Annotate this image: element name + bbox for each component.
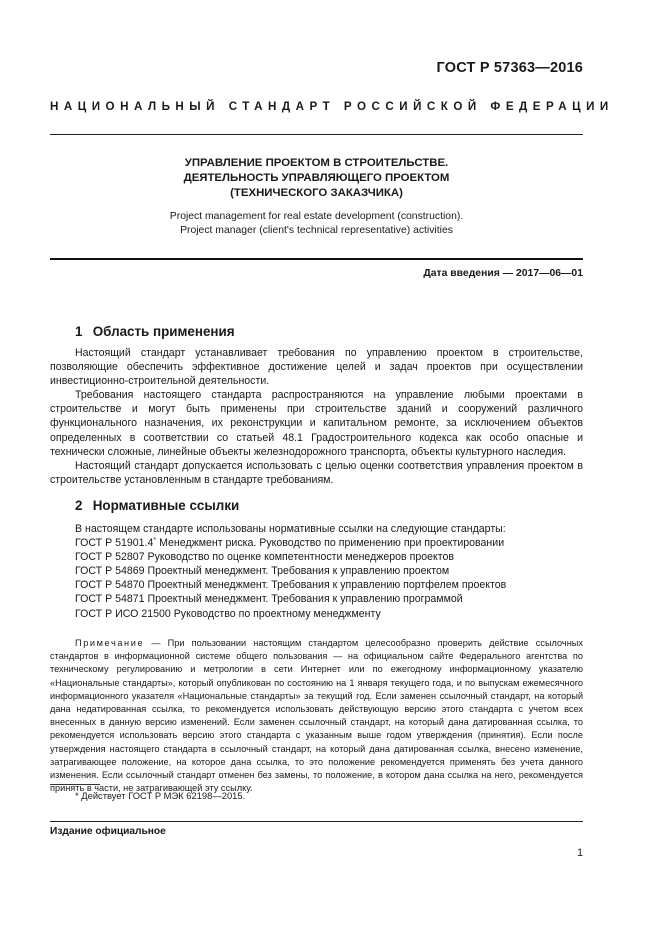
reference-item	[50, 592, 583, 606]
page-number: 1	[577, 847, 583, 859]
section-1-heading	[75, 324, 235, 339]
reference-code: ГОСТ Р 54871	[75, 593, 145, 606]
references-intro: В настоящем стандарте использованы нормативные ссылки на следующие стандарты:	[75, 523, 506, 535]
section-1-body	[50, 346, 583, 487]
title-en-line-1: Project management for real estate development (construction).	[169, 211, 464, 222]
note-text: — При пользовании настоящим стандартом целесообразно проверить действие ссылочных стандартов в информационной системе общего пользования — на официальном сайте Федерального агентства по техническому регулированию и метрологии в сети Интернет или по ежегодному информационному указателю «Национальные стандарты», который опубликован по состоянию на 1 января текущего года, и по выпускам ежемесячного информационного указателя «Национальные стандарты» за текущий год. Если заменен ссылочный стандарт, на который дана недатированная ссылка, то рекомендуется использовать действующую версию этого стандарта с учетом всех внесенных в данную версию изменений. Если заменен ссылочный стандарт, на который дана датированная ссылка, то рекомендуется использовать версию этого стандарта с указанным выше годом утверждения (принятия). Если после утверждения настоящего стандарта в ссылочный стандарт, на который дана датированная ссылка, внесено изменение, затрагивающее положение, на которое дана ссылка, то это положение рекомендуется применять без учета данного изменения. Если ссылочный стандарт отменен без замены, то положение, в котором дана ссылка на него, рекомендуется принять в части, не затрагивающей эту ссылку.	[50, 638, 583, 794]
title-divider	[50, 258, 583, 260]
section-normative-references	[50, 498, 583, 628]
section-1-title: Область применения	[92, 324, 235, 339]
references-note	[50, 637, 583, 795]
footnote-divider	[50, 784, 100, 785]
reference-title: Руководство по оценке компетентности менеджеров проектов	[147, 551, 455, 564]
reference-footnote-mark: *	[153, 537, 157, 545]
reference-title: Проектный менеджмент. Требования к управлению проектом	[147, 565, 450, 578]
reference-code: ГОСТ Р 54870	[75, 579, 145, 592]
title-ru-line-2: ДЕЯТЕЛЬНОСТЬ УПРАВЛЯЮЩЕГО ПРОЕКТОМ	[183, 172, 450, 184]
title-ru-line-3: (ТЕХНИЧЕСКОГО ЗАКАЗЧИКА)	[230, 187, 403, 199]
document-title-en	[50, 210, 583, 238]
reference-title: Руководство по проектному менеджменту	[173, 607, 381, 620]
footer-divider	[50, 821, 583, 822]
section-1-paragraph: Настоящий стандарт допускается использовать с целью оценки соответствия управления проектом в строительстве установленным в стандарте требованиям.	[50, 459, 583, 486]
footnote: * Действует ГОСТ Р МЭК 62198—2015.	[75, 790, 246, 801]
reference-item	[50, 578, 583, 592]
official-edition-label: Издание официальное	[50, 826, 166, 837]
note-lead: Примечание	[75, 638, 145, 648]
reference-code: ГОСТ Р ИСО 21500	[75, 607, 171, 620]
section-2-body	[50, 522, 583, 621]
reference-code: ГОСТ Р 54869	[75, 565, 145, 578]
reference-code: ГОСТ Р 51901.4	[75, 537, 154, 550]
section-2-title: Нормативные ссылки	[92, 498, 240, 513]
title-ru-line-1: УПРАВЛЕНИЕ ПРОЕКТОМ В СТРОИТЕЛЬСТВЕ.	[184, 157, 449, 169]
section-2-heading	[75, 498, 239, 513]
document-title-ru	[50, 156, 583, 201]
reference-code: ГОСТ Р 52807	[75, 551, 145, 564]
reference-title: Проектный менеджмент. Требования к управлению программой	[147, 593, 463, 606]
reference-title: Проектный менеджмент. Требования к управлению портфелем проектов	[147, 579, 507, 592]
reference-title: Менеджмент риска. Руководство по применению при проектировании	[159, 537, 505, 550]
section-scope	[50, 324, 583, 494]
section-1-number: 1	[75, 324, 83, 339]
header-divider	[50, 134, 583, 135]
reference-item	[50, 607, 583, 621]
reference-item	[50, 550, 583, 564]
section-1-paragraph: Требования настоящего стандарта распространяются на управление любыми проектами в строительстве и могут быть применены при строительстве зданий и сооружений различного функционального назначения, их реконструкции и капитальном ремонте, за исключением объектов определенных в соответствии со статьей 48.1 Градостроительного кодекса как особо опасные и технически сложные, линейные объекты железнодорожного транспорта, объекты культурного наследия.	[50, 389, 583, 458]
title-en-line-2: Project manager (client's technical representative) activities	[180, 225, 453, 236]
national-standard-banner: НАЦИОНАЛЬНЫЙ СТАНДАРТ РОССИЙСКОЙ ФЕДЕРАЦИИ	[50, 100, 614, 113]
section-2-number: 2	[75, 498, 83, 513]
reference-item	[50, 564, 583, 578]
introduction-date: Дата введения — 2017—06—01	[423, 268, 583, 279]
gost-number: ГОСТ Р 57363—2016	[436, 60, 583, 76]
reference-item	[50, 536, 583, 550]
section-1-paragraph: Настоящий стандарт устанавливает требования по управлению проектом в строительстве, позволяющие обеспечить эффективное достижение целей и задач проектов при осуществлении инвестиционно-строительной деятельности.	[50, 347, 583, 388]
